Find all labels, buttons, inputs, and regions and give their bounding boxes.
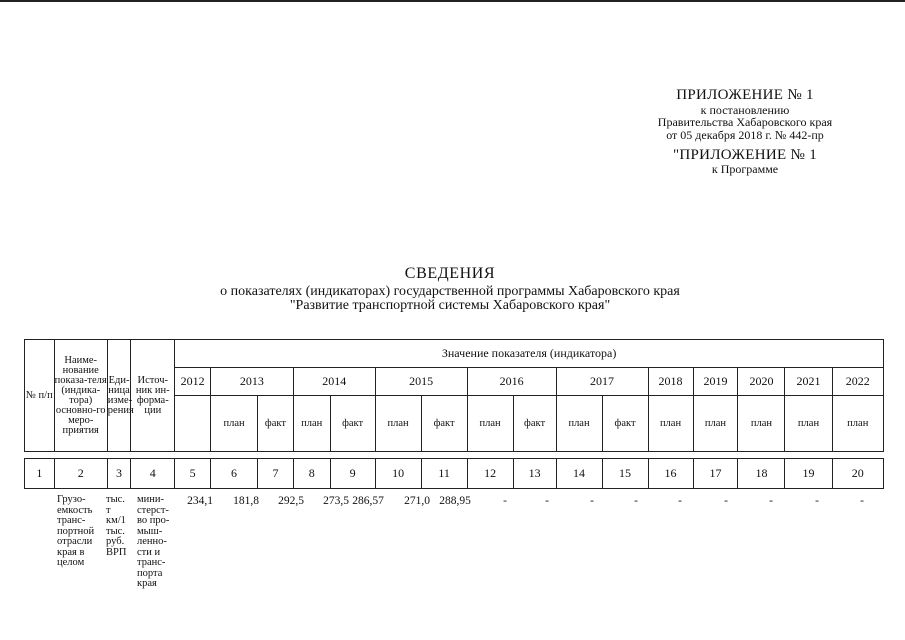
col-number: 7 bbox=[258, 459, 294, 489]
header-year-2020: 2020 bbox=[738, 368, 785, 396]
value-2015-fact: 288,95 bbox=[439, 495, 471, 507]
appendix-line-3: от 05 декабря 2018 г. № 442-пр bbox=[666, 127, 824, 142]
value-2012: 234,1 bbox=[187, 495, 213, 507]
header-2015-plan: план bbox=[375, 396, 421, 452]
value-2017-plan: - bbox=[590, 495, 594, 507]
col-number: 9 bbox=[330, 459, 375, 489]
col-number: 12 bbox=[467, 459, 513, 489]
value-2016-plan: - bbox=[503, 495, 507, 507]
value-2022-plan: - bbox=[860, 495, 864, 507]
header-year-2018: 2018 bbox=[648, 368, 693, 396]
header-year-2016: 2016 bbox=[467, 368, 556, 396]
appendix-line-1: к постановлению bbox=[700, 102, 790, 117]
header-indicator-name: Наиме-нование показа-теля (индика-тора) основно-го меро-приятия bbox=[54, 340, 107, 452]
col-number: 13 bbox=[513, 459, 556, 489]
data-row-cargo-intensity bbox=[0, 495, 905, 615]
header-2013-plan: план bbox=[211, 396, 258, 452]
document-heading bbox=[150, 266, 750, 314]
header-year-2012: 2012 bbox=[175, 368, 211, 396]
col-number: 8 bbox=[293, 459, 330, 489]
appendix-line-2: Правительства Хабаровского края bbox=[657, 115, 833, 130]
col-number: 1 bbox=[25, 459, 55, 489]
value-2013-plan: 181,8 bbox=[233, 495, 259, 507]
appendix-line-4: к Программе bbox=[711, 162, 779, 177]
value-2019-plan: - bbox=[724, 495, 728, 507]
heading-line-2: "Развитие транспортной системы Хабаровского края" bbox=[289, 298, 611, 314]
header-2015-fact: факт bbox=[421, 396, 467, 452]
header-source: Источ-ник ин-форма-ции bbox=[131, 340, 175, 452]
col-number: 17 bbox=[693, 459, 738, 489]
header-number: № п/п bbox=[25, 340, 55, 452]
value-2021-plan: - bbox=[815, 495, 819, 507]
header-2013-fact: факт bbox=[258, 396, 294, 452]
value-2016-fact: - bbox=[545, 495, 549, 507]
value-2014-plan: 273,5 bbox=[323, 495, 349, 507]
appendix-title-2: "ПРИЛОЖЕНИЕ № 1 bbox=[672, 146, 817, 163]
col-number: 20 bbox=[832, 459, 884, 489]
header-2019-plan: план bbox=[693, 396, 738, 452]
row-indicator-name: Грузо-емкость транс-портной отрасли края в целом bbox=[57, 494, 95, 568]
header-2021-plan: план bbox=[785, 396, 832, 452]
indicators-table bbox=[24, 339, 884, 489]
header-year-2015: 2015 bbox=[375, 368, 467, 396]
row-unit: тыс. т км/1 тыс. руб. ВРП bbox=[106, 494, 127, 558]
header-2022-plan: план bbox=[832, 396, 884, 452]
col-number: 18 bbox=[738, 459, 785, 489]
value-2013-fact: 292,5 bbox=[278, 495, 304, 507]
header-2020-plan: план bbox=[738, 396, 785, 452]
header-year-2013: 2013 bbox=[211, 368, 294, 396]
col-number: 14 bbox=[556, 459, 602, 489]
row-source: мини-стерст-во про-мыш-ленно-сти и транс-порта края bbox=[137, 494, 170, 589]
header-2018-plan: план bbox=[648, 396, 693, 452]
col-number: 4 bbox=[131, 459, 175, 489]
col-number: 10 bbox=[375, 459, 421, 489]
header-value: Значение показателя (индикатора) bbox=[175, 340, 884, 368]
header-year-2021: 2021 bbox=[785, 368, 832, 396]
header-unit: Еди-ница изме-рения bbox=[107, 340, 131, 452]
header-year-2017: 2017 bbox=[556, 368, 648, 396]
numbering-row bbox=[25, 459, 884, 489]
value-2018-plan: - bbox=[678, 495, 682, 507]
col-number: 11 bbox=[421, 459, 467, 489]
header-2017-plan: план bbox=[556, 396, 602, 452]
header-2017-fact: факт bbox=[602, 396, 648, 452]
header-2014-fact: факт bbox=[330, 396, 375, 452]
heading-title: СВЕДЕНИЯ bbox=[404, 265, 496, 282]
col-number: 15 bbox=[602, 459, 648, 489]
header-2014-plan: план bbox=[293, 396, 330, 452]
value-2017-fact: - bbox=[634, 495, 638, 507]
header-year-2019: 2019 bbox=[693, 368, 738, 396]
appendix-header bbox=[630, 88, 860, 176]
header-year-2014: 2014 bbox=[293, 368, 375, 396]
header-year-2022: 2022 bbox=[832, 368, 884, 396]
col-number: 3 bbox=[107, 459, 131, 489]
col-number: 2 bbox=[54, 459, 107, 489]
header-2016-plan: план bbox=[467, 396, 513, 452]
appendix-title: ПРИЛОЖЕНИЕ № 1 bbox=[676, 87, 814, 103]
value-2020-plan: - bbox=[769, 495, 773, 507]
scan-top-border bbox=[0, 0, 905, 2]
col-number: 19 bbox=[785, 459, 832, 489]
header-2016-fact: факт bbox=[513, 396, 556, 452]
col-number: 16 bbox=[648, 459, 693, 489]
header-2012-empty bbox=[175, 396, 211, 452]
col-number: 5 bbox=[175, 459, 211, 489]
value-2015-plan: 271,0 bbox=[404, 495, 430, 507]
col-number: 6 bbox=[211, 459, 258, 489]
value-2014-fact: 286,57 bbox=[352, 495, 384, 507]
heading-line-1: о показателях (индикаторах) государственной программы Хабаровского края bbox=[220, 283, 680, 299]
